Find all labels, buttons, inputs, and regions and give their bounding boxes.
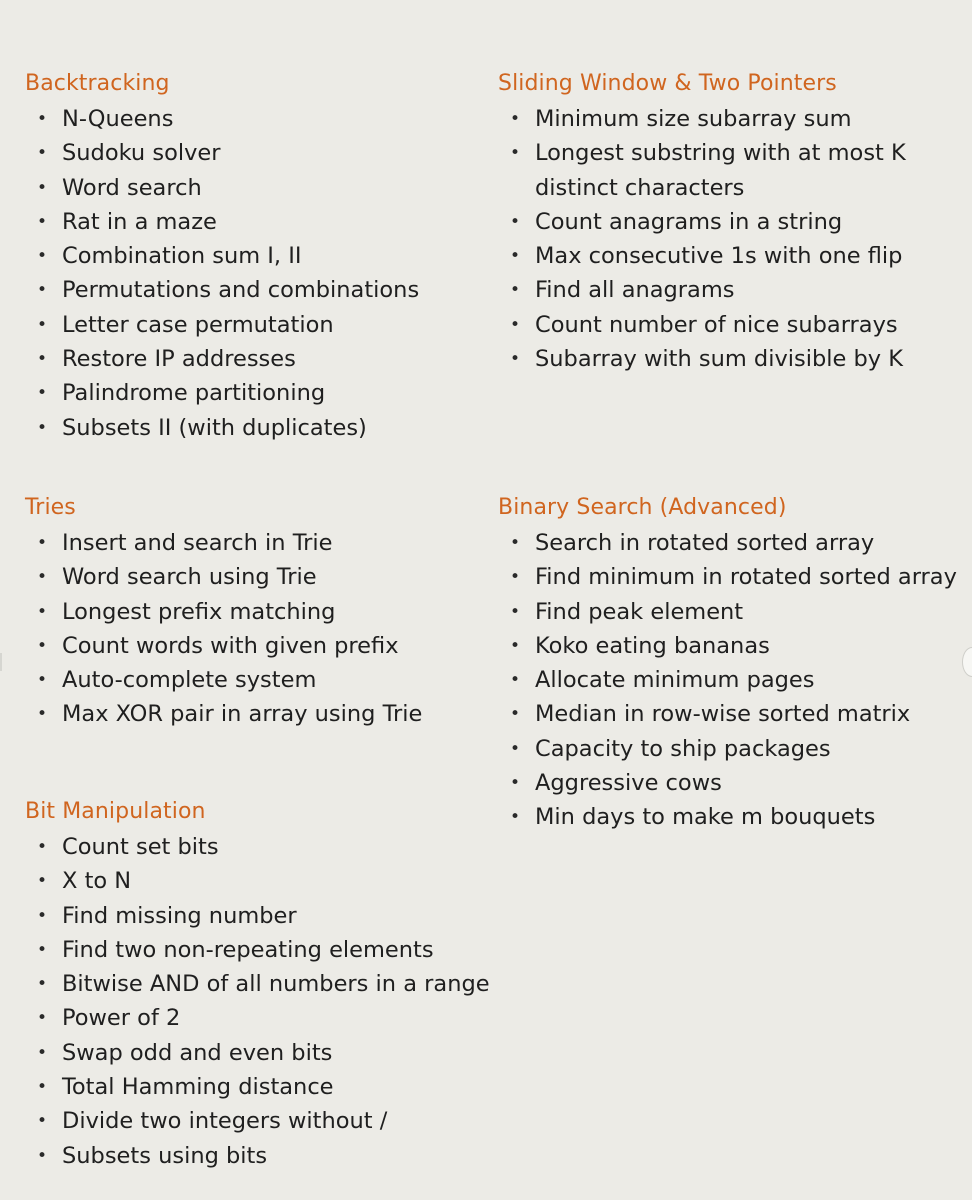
list-item: • Letter case permutation [25,308,475,342]
section-sliding-window [498,67,938,376]
list-item: • Median in row-wise sorted matrix [498,697,972,731]
topic-list [25,526,475,732]
section-heading: Binary Search (Advanced) [498,495,787,520]
topic-list [498,102,938,376]
list-item: • Word search [25,171,475,205]
section-heading: Tries [25,495,76,520]
list-item: • Palindrome partitioning [25,376,475,410]
list-item: • Insert and search in Trie [25,526,475,560]
list-item: • Aggressive cows [498,766,972,800]
prev-slide-edge[interactable] [0,653,2,671]
list-item: • Search in rotated sorted array [498,526,972,560]
list-item: • Longest prefix matching [25,595,475,629]
list-item: • Minimum size subarray sum [498,102,938,136]
list-item: • Total Hamming distance [25,1070,495,1104]
list-item: • Longest substring with at most K distinct characters [498,136,927,205]
topic-list [25,102,475,445]
section-bit-manipulation [25,795,495,1173]
list-item: • Divide two integers without / [25,1104,495,1138]
list-item: • Find all anagrams [498,273,938,307]
topic-list [498,526,972,835]
section-heading: Backtracking [25,71,170,96]
list-item: • Subarray with sum divisible by K [498,342,938,376]
list-item: • Allocate minimum pages [498,663,972,697]
list-item: • Subsets using bits [25,1139,495,1173]
list-item: • Min days to make m bouquets [498,800,972,834]
list-item: • Auto-complete system [25,663,475,697]
list-item: • Count words with given prefix [25,629,475,663]
list-item: • Power of 2 [25,1001,495,1035]
list-item: • Sudoku solver [25,136,475,170]
list-item: • Swap odd and even bits [25,1036,495,1070]
list-item: • Rat in a maze [25,205,475,239]
list-item: • X to N [25,864,495,898]
list-item: • Subsets II (with duplicates) [25,411,475,445]
section-heading: Sliding Window & Two Pointers [498,71,837,96]
list-item: • Find minimum in rotated sorted array [498,560,972,594]
section-tries [25,491,475,732]
list-item: • Find peak element [498,595,972,629]
list-item: • Find missing number [25,899,495,933]
list-item: • Capacity to ship packages [498,732,972,766]
list-item: • Combination sum I, II [25,239,475,273]
list-item: • Find two non-repeating elements [25,933,495,967]
topic-list [25,830,495,1173]
section-heading: Bit Manipulation [25,799,206,824]
list-item: • Max XOR pair in array using Trie [25,697,475,731]
list-item: • Restore IP addresses [25,342,475,376]
list-item: • Koko eating bananas [498,629,972,663]
list-item: • N-Queens [25,102,475,136]
section-backtracking [25,67,475,445]
list-item: • Bitwise AND of all numbers in a range [25,967,495,1001]
list-item: • Count number of nice subarrays [498,308,938,342]
list-item: • Count set bits [25,830,495,864]
list-item: • Permutations and combinations [25,273,475,307]
list-item: • Count anagrams in a string [498,205,938,239]
list-item: • Max consecutive 1s with one flip [498,239,938,273]
section-binary-search [498,491,972,835]
list-item: • Word search using Trie [25,560,475,594]
